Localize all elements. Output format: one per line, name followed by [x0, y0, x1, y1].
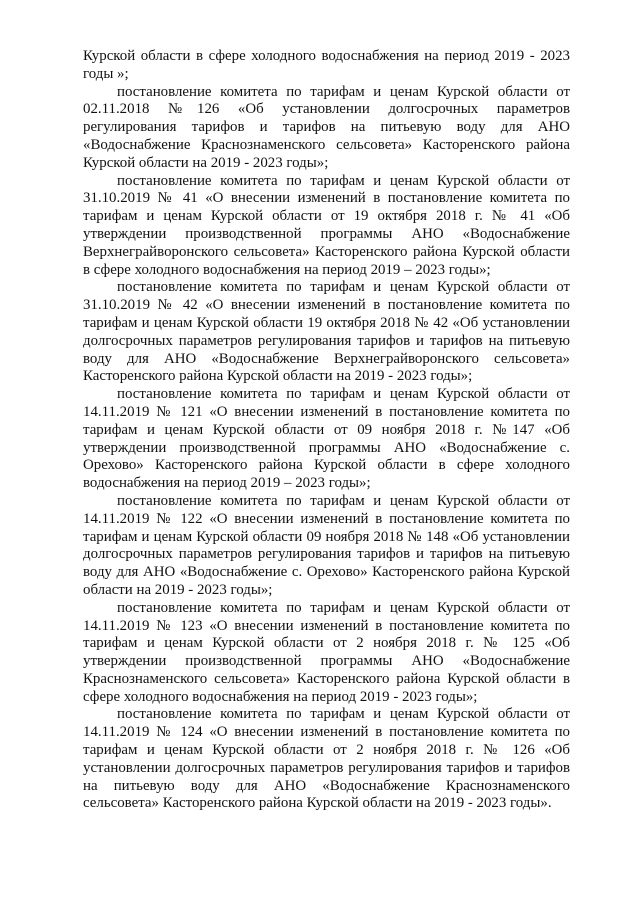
paragraph-resolution-126: постановление комитета по тарифам и ценам Курской области от 02.11.2018 №126 «Об установлении долгосрочных параметров регулирования тарифов и тарифов на питьевую воду для АНО «Водоснабжение Краснознаменского сельсовета» Касторенского района Курской области на 2019 - 2023 годы»; — [83, 83, 570, 171]
paragraph-resolution-122: постановление комитета по тарифам и ценам Курской области от 14.11.2019 № 122 «О внесении изменений в постановление комитета по тарифам и ценам Курской области 09 ноября 2018 № 148 «Об установлении долгосрочных параметров регулирования тарифов и тарифов на питьевую воду для АНО «Водоснабжение с. Орехово» Касторенского района Курской области на 2019 - 2023 годы»; — [83, 492, 570, 598]
paragraph-resolution-124: постановление комитета по тарифам и ценам Курской области от 14.11.2019 № 124 «О внесении изменений в постановление комитета по тарифам и ценам Курской области от 2 ноября 2018 г. № 126 «Об установлении долгосрочных параметров регулирования тарифов и тарифов на питьевую воду для АНО «Водоснабжение Краснознаменского сельсовета» Касторенского района Курской области на 2019 - 2023 годы». — [83, 706, 570, 812]
paragraph-resolution-123: постановление комитета по тарифам и ценам Курской области от 14.11.2019 № 123 «О внесении изменений в постановление комитета по тарифам и ценам Курской области от 2 ноября 2018 г. № 125 «Об утверждении производственной программы АНО «Водоснабжение Краснознаменского сельсовета» Касторенского района Курской области в сфере холодного водоснабжения на период 2019 - 2023 годы»; — [83, 599, 570, 705]
paragraph-continuation: Курской области в сфере холодного водоснабжения на период 2019 - 2023 годы »; — [83, 48, 570, 82]
paragraph-resolution-41: постановление комитета по тарифам и ценам Курской области от 31.10.2019 № 41 «О внесении изменений в постановление комитета по тарифам и ценам Курской области от 19 октября 2018 г. № 41 «Об утверждении производственной программы АНО «Водоснабжение Верхнеграйворонского сельсовета» Касторенского района Курской области в сфере холодного водоснабжения на период 2019 – 2023 годы»; — [83, 172, 570, 278]
paragraph-resolution-121: постановление комитета по тарифам и ценам Курской области от 14.11.2019 № 121 «О внесении изменений в постановление комитета по тарифам и ценам Курской области от 09 ноября 2018 г. №147 «Об утверждении производственной программы АНО «Водоснабжение с. Орехово» Касторенского района Курской области в сфере холодного водоснабжения на период 2019 – 2023 годы»; — [83, 386, 570, 492]
document-body — [83, 48, 570, 813]
paragraph-resolution-42: постановление комитета по тарифам и ценам Курской области от 31.10.2019 № 42 «О внесении изменений в постановление комитета по тарифам и ценам Курской области 19 октября 2018 № 42 «Об установлении долгосрочных параметров регулирования тарифов и тарифов на питьевую воду для АНО «Водоснабжение Верхнеграйворонского сельсовета» Касторенского района Курской области на 2019 - 2023 годы»; — [83, 279, 570, 385]
